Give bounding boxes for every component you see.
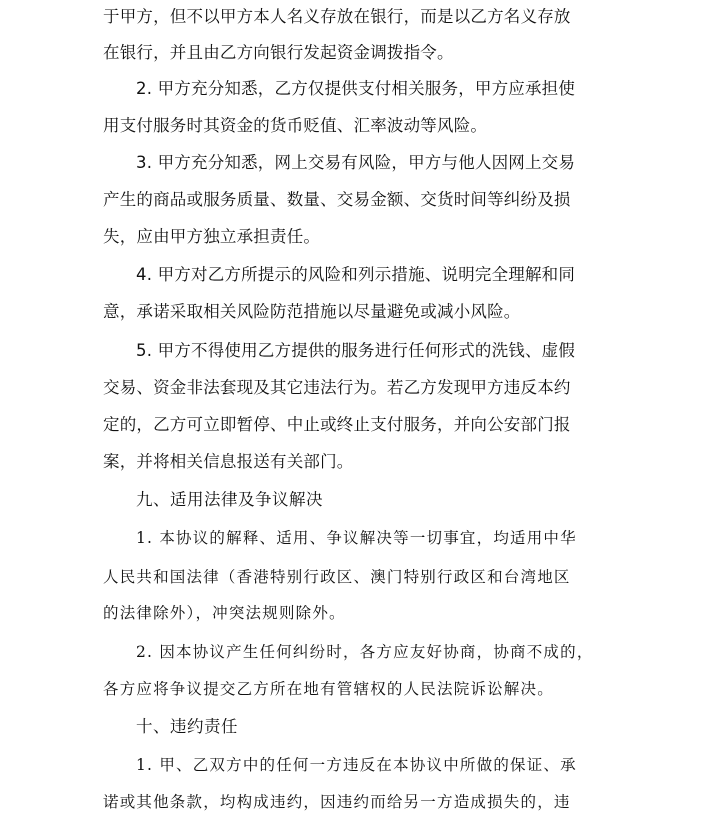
section-9-clause-2-line-1: 2. 因本协议产生任何纠纷时，各方应友好协商，协商不成的， — [136, 643, 594, 661]
clause-5-line-3: 定的，乙方可立即暂停、中止或终止支付服务，并向公安部门报 — [103, 415, 571, 434]
clause-5-line-2: 交易、资金非法套现及其它违法行为。若乙方发现甲方违反本约 — [103, 378, 571, 397]
text-line-2: 在银行，并且由乙方向银行发起资金调拨指令。 — [103, 43, 454, 62]
clause-2-line-1: 2. 甲方充分知悉，乙方仅提供支付相关服务，甲方应承担使 — [136, 79, 576, 98]
clause-4-line-2: 意，承诺采取相关风险防范措施以尽量避免或减小风险。 — [103, 302, 521, 321]
text-line-1: 于甲方，但不以甲方本人名义存放在银行，而是以乙方名义存放 — [103, 7, 571, 26]
clause-3-line-3: 失，应由甲方独立承担责任。 — [103, 227, 321, 246]
clause-3-line-1: 3. 甲方充分知悉，网上交易有风险，甲方与他人因网上交易 — [136, 153, 576, 172]
clause-3-line-2: 产生的商品或服务质量、数量、交易金额、交货时间等纠纷及损 — [103, 190, 571, 209]
section-9-clause-1-line-1: 1. 本协议的解释、适用、争议解决等一切事宜，均适用中华 — [136, 529, 577, 547]
section-9-clause-1-line-2: 人民共和国法律（香港特别行政区、澳门特别行政区和台湾地区 — [103, 568, 571, 586]
section-10-clause-1-line-1: 1. 甲、乙双方中的任何一方违反在本协议中所做的保证、承 — [136, 756, 577, 774]
clause-4-line-1: 4. 甲方对乙方所提示的风险和列示措施、说明完全理解和同 — [136, 265, 576, 284]
clause-5-line-1: 5. 甲方不得使用乙方提供的服务进行任何形式的洗钱、虚假 — [136, 341, 576, 360]
section-heading-10: 十、违约责任 — [136, 717, 238, 736]
section-10-clause-1-line-2: 诺或其他条款，均构成违约，因违约而给另一方造成损失的，违 — [103, 793, 571, 811]
clause-5-line-4: 案，并将相关信息报送有关部门。 — [103, 452, 354, 471]
section-9-clause-2-line-2: 各方应将争议提交乙方所在地有管辖权的人民法院诉讼解决。 — [103, 680, 554, 698]
section-heading-9: 九、适用法律及争议解决 — [136, 490, 323, 509]
clause-2-line-2: 用支付服务时其资金的货币贬值、汇率波动等风险。 — [103, 116, 488, 135]
section-9-clause-1-line-3: 的法律除外），冲突法规则除外。 — [103, 604, 346, 622]
